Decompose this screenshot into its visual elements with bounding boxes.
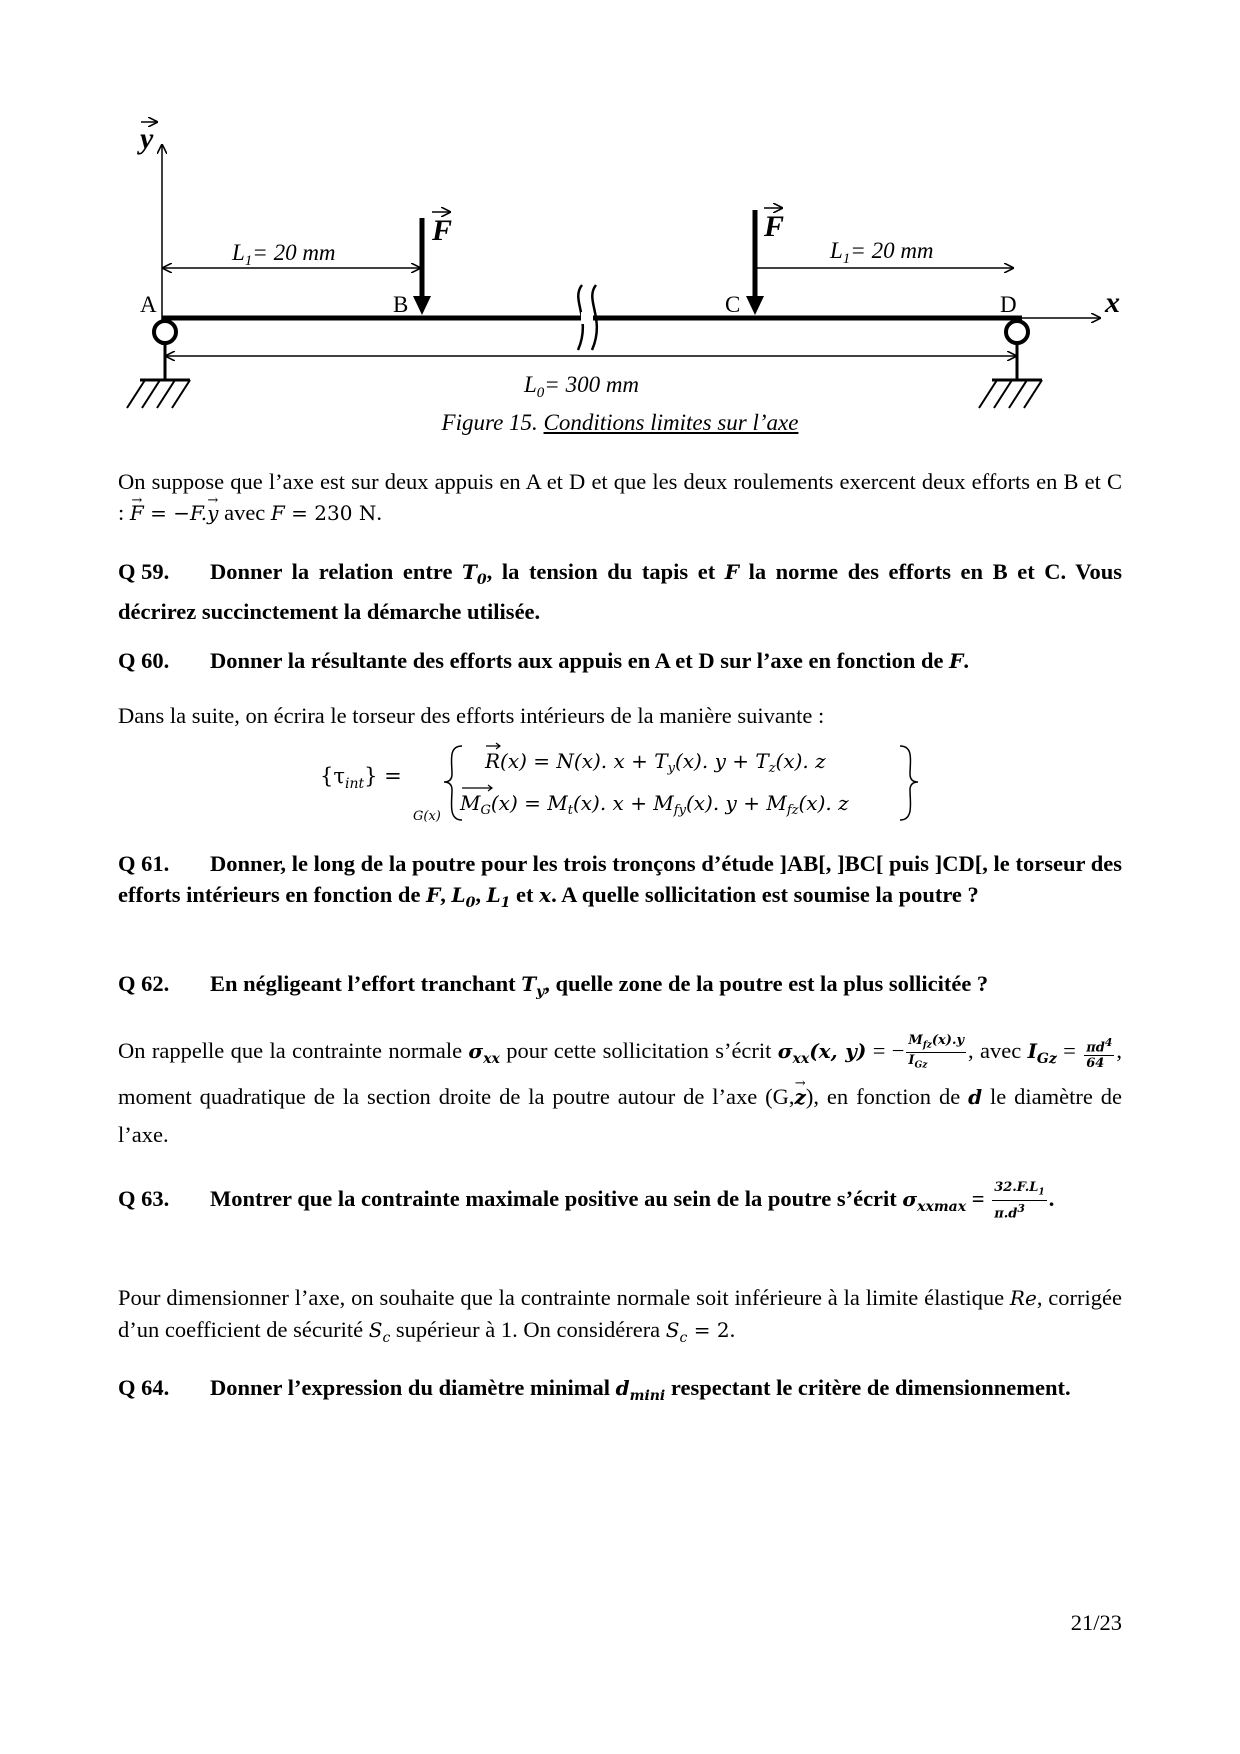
rappel-paragraph: On rappelle que la contrainte normale $\sigma_{xx}$ pour cette sollicitation s’écrit $\sigma_{xx}(x$, y) = − $\frac{M_{fz}(x).y}{I_{Gz}}$ , avec $I_{Gz}$ = $\frac{\pi d^4}{64}$ , moment quadratique de la section droite de la poutre autour de l’axe (G,→ z), en fonction de d le diamètre de l’axe. <box>118 1032 1122 1154</box>
beam-figure <box>0 0 1240 440</box>
svg-text:L1= 20 mm: $L_1= 20$ mm <box>232 240 336 269</box>
force-b-label: F <box>432 214 453 247</box>
point-a: A <box>140 292 157 317</box>
point-b: B <box>393 292 409 317</box>
point-d: D <box>1000 292 1017 317</box>
support-d-pin <box>1006 321 1028 343</box>
torseur-intro: Dans la suite, on écrira le torseur des efforts intérieurs de la manière suivante : <box>118 703 825 728</box>
figure-caption: Figure 15. Conditions limites sur l’axe <box>441 410 799 435</box>
y-axis-label: y <box>140 122 154 155</box>
point-c: C <box>725 292 741 317</box>
svg-text:{τint} =: $\{\tau_{int}\}$ = <box>320 764 402 792</box>
svg-text:R(x) = N(x). x + Ty(x). y + Tz: R(x) = N(x). $x + T_y(x)$. $y + T_z(x)$. z <box>485 749 826 776</box>
torseur-equation <box>300 738 940 828</box>
svg-text:L1= 20 mm: $L_1= 20$ mm <box>830 238 934 267</box>
x-axis-label: x <box>1105 286 1120 319</box>
question-59: Q 59. Donner la relation entre $T_0$, la tension du tapis et F la norme des efforts en B et C. Vous décrirez succinctement la démarche utilisée. <box>118 559 1122 624</box>
svg-text:MG(x) = Mt(x). x + Mfy(x). y +: $M_G(x) = M_t(x)$. $x + M_{fy}(x)$. $y + M_{fz}(x)$. z <box>460 791 849 818</box>
page-number: 21/23 <box>1070 1610 1122 1635</box>
force-c-label: F <box>764 210 785 243</box>
dimension-paragraph: Pour dimensionner l’axe, on souhaite que la contrainte normale soit inférieure à la limite élastique Re, corrigée d’un coefficient de sécurité $S_c$ supérieur à 1. On considérera $S_c = 2$. <box>118 1285 1123 1346</box>
svg-text:G(x): G(x) <box>413 809 441 824</box>
question-63: Q 63. Montrer que la contrainte maximale positive au sein de la poutre s’écrit $\sigma_{xxmax}$ = $\frac{32.F.L_1}{\pi.d^3}$ . <box>118 1180 1055 1222</box>
dim-l0-label: = 300 mm <box>544 372 640 397</box>
dim-l1-right-label: = 20 mm <box>850 238 934 263</box>
question-60: Q 60. Donner la résultante des efforts aux appuis en A et D sur l’axe en fonction de F. <box>118 648 969 673</box>
question-62: Q 62. En négligeant l’effort tranchant $T_y$, quelle zone de la poutre est la plus sollicitée ? <box>118 971 989 1000</box>
figure-caption-link: Conditions limites sur l’axe <box>543 410 799 435</box>
svg-text:L0= 300 mm: $L_0= 300$ mm <box>524 372 640 401</box>
intro-paragraph: On suppose que l’axe est sur deux appuis en A et D et que les deux roulements exercent deux efforts en B et C : → F = −F.→ y avec F = 230 N. <box>118 466 1122 529</box>
question-64: Q 64. Donner l’expression du diamètre minimal $d_{mini}$ respectant le critère de dimensionnement. <box>118 1375 1071 1404</box>
dim-l1-left-label: = 20 mm <box>252 240 336 265</box>
question-61: Q 61. Donner, le long de la poutre pour les trois tronçons d’étude ]AB[, ]BC[ puis ]CD[, le torseur des efforts intérieurs en fonction de F, $L_0$, $L_1$ et x. A quelle sollicitation est soumise la poutre ? <box>118 851 1122 911</box>
support-a-pin <box>154 321 176 343</box>
